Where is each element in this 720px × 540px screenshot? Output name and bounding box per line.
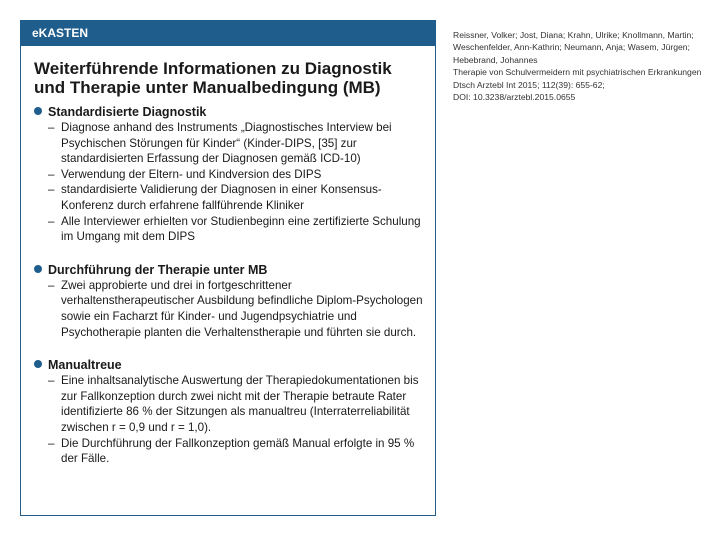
list-item (34, 167, 423, 183)
info-box (20, 20, 436, 516)
list-item-text: Zwei approbierte und drei in fortgeschrittener verhaltenstherapeutischer Ausbildung befindliche Diplom-Psychologen sowie ein Facharzt für Kinder- und Jugendpsychiatrie und Psychotherapie planten die Verhaltenstherapie und führten sie durch. (61, 278, 423, 339)
list-item (34, 120, 423, 167)
item-list (34, 278, 423, 340)
dash-icon: – (48, 121, 55, 134)
section-manualtreue (34, 357, 423, 467)
section-heading-text: Standardisierte Diagnostik (48, 105, 207, 119)
citation-journal: Dtsch Arztebl Int 2015; 112(39): 655-62; (453, 79, 605, 90)
box-header: eKASTEN (21, 20, 435, 46)
bullet-dot-icon (34, 107, 42, 115)
box-title-line: Weiterführende Informationen zu Diagnostik (34, 59, 392, 78)
bullet-dot-icon (34, 265, 42, 273)
section-heading (34, 104, 423, 120)
section-heading (34, 357, 423, 373)
section-heading (34, 262, 423, 278)
dash-icon: – (48, 278, 55, 292)
list-item-text: Verwendung der Eltern- und Kindversion des DIPS (61, 167, 322, 181)
bullet-dot-icon (34, 360, 42, 368)
item-list (34, 120, 423, 245)
citation-block (453, 29, 703, 103)
dash-icon: – (48, 214, 55, 228)
dash-icon: – (48, 183, 55, 197)
list-item (34, 182, 423, 213)
dash-icon: – (48, 374, 55, 388)
section-heading-text: Manualtreue (48, 358, 122, 373)
citation-doi: DOI: 10.3238/arztebl.2015.0655 (453, 92, 576, 103)
list-item-text: Alle Interviewer erhielten vor Studienbeginn eine zertifizierte Schulung im Umgang mit dem DIPS (61, 214, 421, 244)
list-item-text: Diagnose anhand des Instruments „Diagnostisches Interview bei Psychischen Störungen für Kinder“ (Kinder-DIPS, [35] zur standardisierten Erfassung der Diagnosen gemäß ICD-10) (61, 121, 392, 166)
item-list (34, 373, 423, 467)
box-body (21, 46, 435, 467)
list-item-text: Die Durchführung der Fallkonzeption gemäß Manual erfolgte in 95 % der Fälle. (61, 436, 415, 466)
section-heading-text: Durchführung der Therapie unter MB (48, 262, 268, 277)
list-item (34, 436, 423, 467)
citation-title: Therapie von Schulvermeidern mit psychiatrischen Erkrankungen (453, 67, 702, 78)
list-item (34, 214, 423, 245)
list-item (34, 373, 423, 435)
citation-authors: Reissner, Volker; Jost, Diana; Krahn, Ulrike; Knollmann, Martin; Weschenfelder, Ann-Kathrin; Neumann, Anja; Wasem, Jürgen; Hebebrand, Johannes (453, 30, 694, 65)
list-item (34, 278, 423, 340)
dash-icon: – (48, 167, 55, 181)
dash-icon: – (48, 436, 55, 450)
list-item-text: standardisierte Validierung der Diagnosen in einer Konsensus-Konferenz durch erfahrene fallführende Kliniker (61, 183, 382, 212)
box-title-line: und Therapie unter Manualbedingung (MB) (34, 78, 381, 97)
section-standardisierte-diagnostik (34, 104, 423, 245)
section-durchfuehrung-therapie (34, 262, 423, 340)
list-item-text: Eine inhaltsanalytische Auswertung der Therapiedokumentationen bis zur Fallkonzeption durch zwei nicht mit der Therapie betraute Rater identifizierte 86 % der Sitzungen als manualtreu (Interraterreliabilität zwischen r = 0,9 und r = 1,0). (61, 374, 419, 434)
box-title (34, 59, 423, 97)
